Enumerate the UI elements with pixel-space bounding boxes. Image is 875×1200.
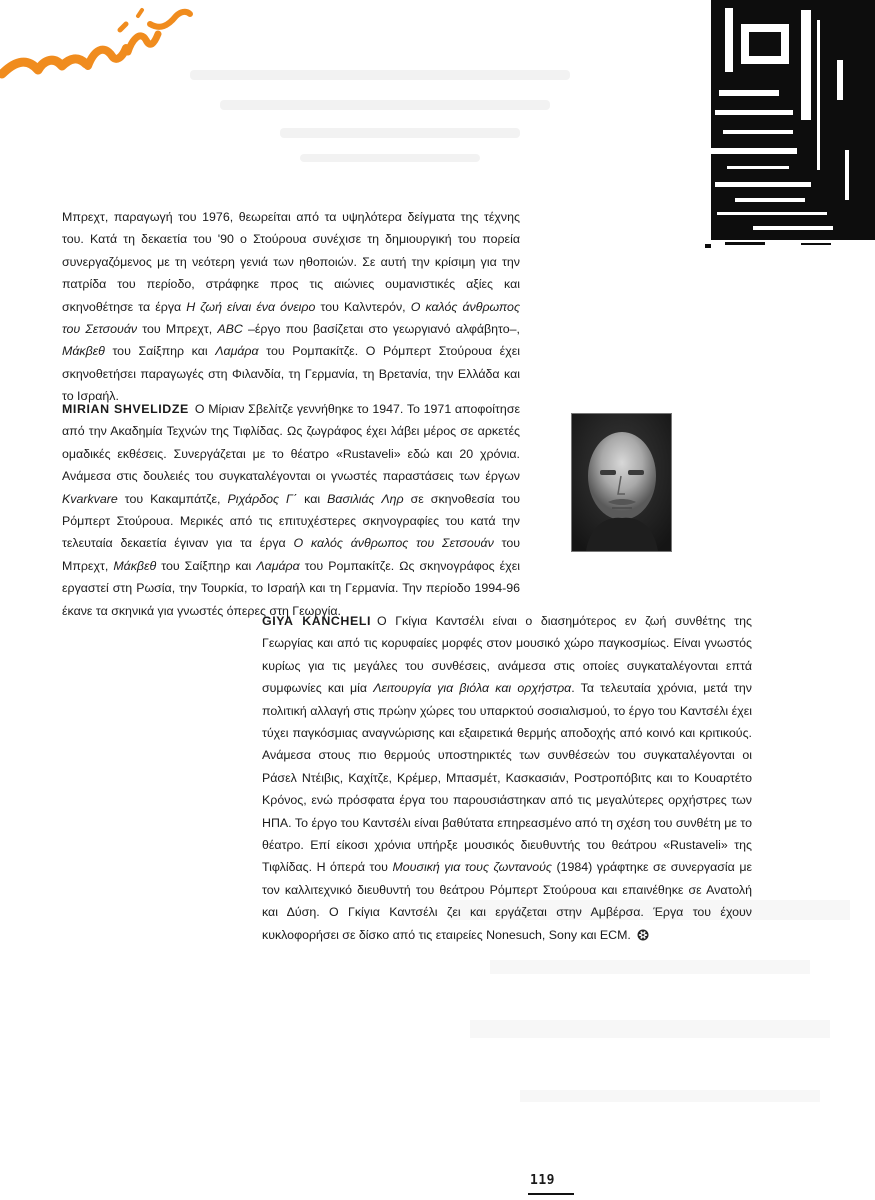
text-segment: του Ρομπακίτζε. Ο Ρόμπερτ Στούρουα έχει σκηνοθετήσει παραγωγές στη Φιλανδία, τη Γερμανία, τη Βρετανία, την Ελλάδα και το Ισραήλ.: [62, 344, 520, 404]
text-segment: Ο Γκίγια Καντσέλι είναι ο διασημότερος εν ζωή συνθέτης της Γεωργίας και από τις κορυφαίες μορφές στον μουσικό χώρο παγκοσμίως. Είναι γνωστός κυρίως για τις μεγάλες του συνθέσεις, ανάμεσα στις οποίες συγκαταλέγονται επτά συμφωνίες και μία: [262, 614, 752, 696]
text-segment: Ο Μίριαν Σβελίτζε γεννήθηκε το 1947. Το 1971 αποφοίτησε από την Ακαδημία Τεχνών της Τιφλίδας. Ως ζωγράφος έχει λάβει μέρος σε αρκετές ομαδικές εκθέσεις. Συνεργάζεται με το θέατρο «Rustaveli» εδώ και 20 χρόνια. Ανάμεσα στις δουλειές του συγκαταλέγονται οι γνωστές παραστάσεις των έργων: [62, 402, 520, 484]
orange-brush-logo: [0, 0, 200, 85]
text-segment: σε σκηνοθεσία του Ρόμπερτ Στούρουα. Μερικές από τις επιτυχέστερες σκηνογραφίες του κατά την τελευταία δεκαετία έγιναν για τα έργα: [62, 491, 520, 551]
person-name: GIYA KANCHELI: [262, 614, 372, 628]
text-segment: του Καλντερόν,: [315, 299, 411, 314]
paragraph-sturua-continued: [62, 206, 520, 408]
text-segment: του Σαίξπηρ και: [156, 558, 257, 573]
text-segment: του Μπρεχτ,: [62, 536, 520, 573]
text-segment: του Μπρεχτ,: [137, 322, 218, 337]
work-title: Ο καλός άνθρωπος του Σετσουάν: [293, 536, 494, 551]
paragraph-giya-kancheli: [262, 610, 752, 946]
work-title: Μουσική για τους ζωντανούς: [392, 860, 552, 875]
work-title: Λαμάρα: [215, 344, 259, 359]
work-title: Η ζωή είναι ένα όνειρο: [186, 299, 316, 314]
text-segment: . Τα τελευταία χρόνια, μετά την πολιτική αλλαγή στις πρώην χώρες του υπαρκτού σοσιαλισμού, το έργο του Καντσέλι έχει τύχει παγκόσμιας αναγνώρισης και εξαιρετικά θερμής αποδοχής από κοινό και κριτικούς. Ανάμεσα στους πιο θερμούς υποστηρικτές των συνθέσεών του συγκαταλέγονται οι Ράσελ Ντέιβις, Καχίτζε, Κρέμερ, Μπασμέτ, Κασκασιάν, Ροστροπόβιτς και το Κουαρτέτο Κρόνος, ενώ πρόσφατα έργα του παρουσιάστηκαν από τις μεγαλύτερες ορχήστρες των ΗΠΑ. Το έργο του Καντσέλι είναι βαθύτατα επηρεασμένο από τη σχέση του συνθέτη με το θέατρο. Επί είκοσι χρόνια υπήρξε μουσικός διευθυντής του θεάτρου «Rustaveli» της Τιφλίδας. Η όπερά του: [262, 681, 752, 875]
text-segment: και: [297, 491, 328, 506]
work-title: Kvarkvare: [62, 491, 118, 506]
work-title: Λειτουργία για βιόλα και ορχήστρα: [373, 681, 572, 696]
text-segment: Μπρεχτ, παραγωγή του 1976, θεωρείται από τα υψηλότερα δείγματα της τέχνης του. Κατά τη δεκαετία του '90 ο Στούρουα συνέχισε τη δημιουργική του πορεία συνεργαζόμενος με τη νεότερη γενιά των ηθοποιών. Σε αυτή την κρίσιμη για την πατρίδα του περίοδο, στράφηκε προς τις αιώνιες ουμανιστικές αξίες και σκηνοθέτησε τα έργα: [62, 210, 520, 314]
work-title: Βασιλιάς Ληρ: [327, 491, 404, 506]
work-title: Ο καλός άνθρωπος του Σετσουάν: [62, 299, 520, 337]
page-number-rule: [528, 1193, 574, 1195]
text-segment: του Ρομπακίτζε. Ως σκηνογράφος έχει εργαστεί στη Ρωσία, την Τουρκία, το Ισραήλ και τη Γερμανία. Την περίοδο 1994-96 έκανε τα σκηνικά για γνωστές όπερες στη Γεωργία.: [62, 558, 520, 618]
page-number: 119: [530, 1173, 555, 1188]
ornament-end-mark-icon: [637, 929, 649, 941]
portrait-face: [572, 414, 671, 551]
faded-heading-texture: [180, 62, 600, 172]
work-title: Λαμάρα: [256, 558, 300, 573]
text-segment: –έργο που βασίζεται στο γεωργιανό αλφάβητο–,: [242, 322, 521, 337]
text-segment: (1984) γράφτηκε σε συνεργασία με τον καλλιτεχνικό διευθυντή του θεάτρου Ρόμπερτ Στούρουα και επαινέθηκε σε Ανατολή και Δύση. Ο Γκίγια Καντσέλι ζει και εργάζεται στην Αμβέρσα. Έργα του έχουν κυκλοφορήσει σε δίσκο από τις εταιρείες Nonesuch, Sony και ECM.: [262, 860, 753, 942]
work-title: Μάκβεθ: [62, 344, 105, 359]
person-name: MIRIAN SHVELIDZE: [62, 402, 189, 416]
work-title: Μάκβεθ: [113, 558, 157, 573]
paragraph-mirian-shvelidze: [62, 398, 520, 622]
text-segment: του Σαίξπηρ και: [104, 344, 216, 359]
corner-grunge-photo: [705, 0, 875, 250]
text-segment: του Κακαμπάτζε,: [117, 491, 228, 506]
work-title: ABC: [217, 322, 243, 337]
work-title: Ριχάρδος Γ΄: [227, 491, 298, 506]
portrait-photo: [571, 413, 672, 552]
